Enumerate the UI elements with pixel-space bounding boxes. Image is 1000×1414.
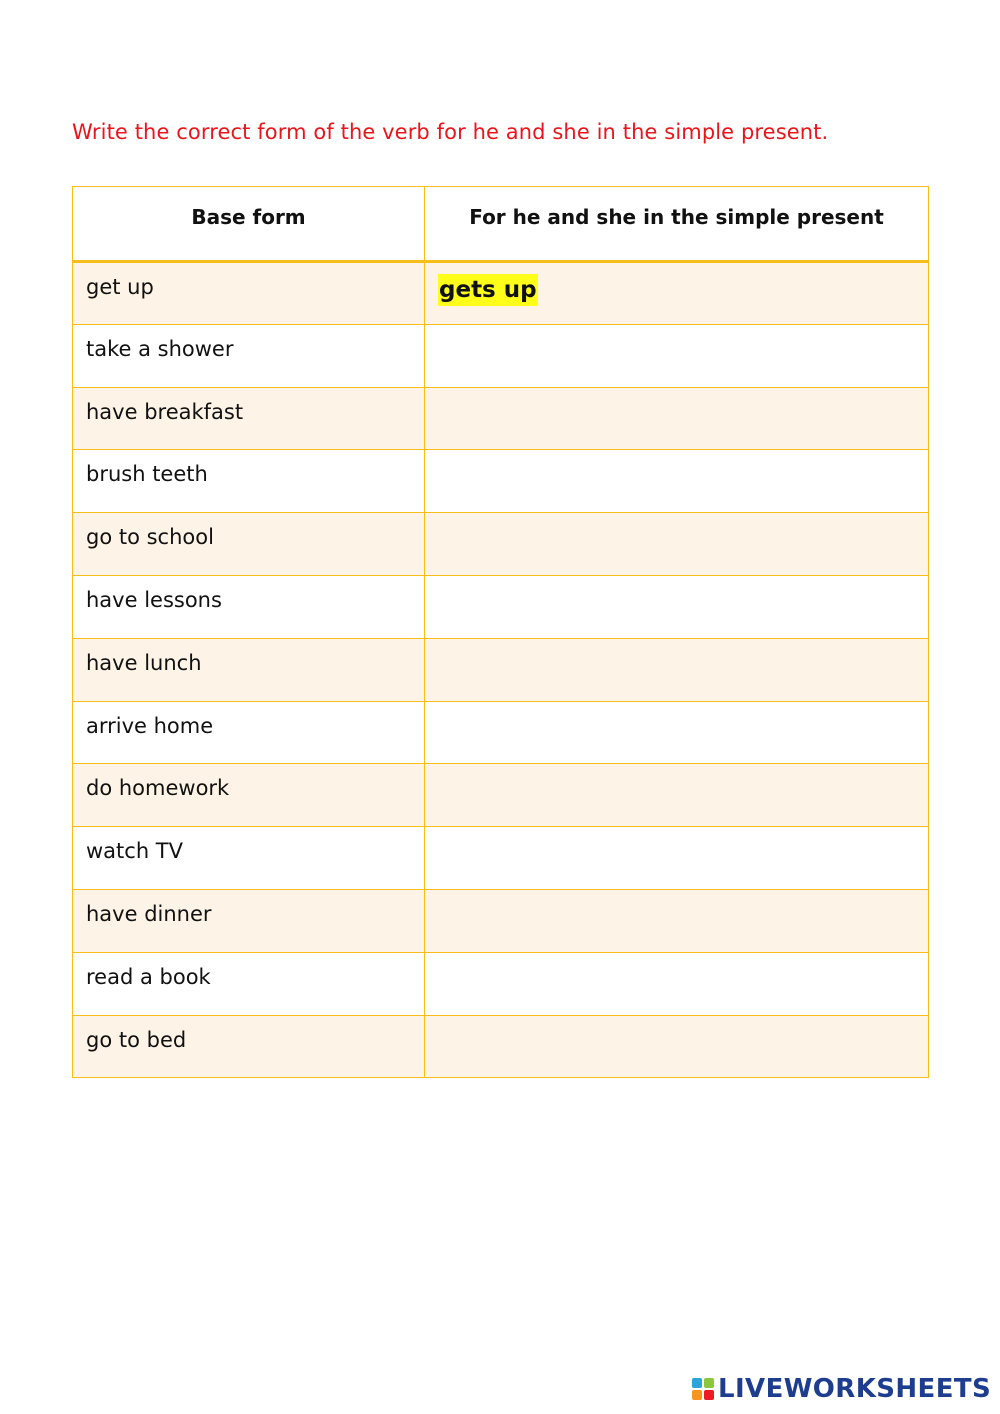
table-row xyxy=(73,450,929,513)
table-row xyxy=(73,262,929,325)
base-form-cell: brush teeth xyxy=(73,450,425,513)
base-form-cell: get up xyxy=(73,262,425,325)
verb-table xyxy=(72,186,929,1078)
answer-cell[interactable] xyxy=(425,324,929,387)
answer-cell[interactable] xyxy=(425,1015,929,1078)
answer-cell[interactable] xyxy=(425,764,929,827)
answer-cell[interactable] xyxy=(425,952,929,1015)
table-row xyxy=(73,827,929,890)
answer-cell[interactable] xyxy=(425,513,929,576)
answer-highlight: gets up xyxy=(438,274,538,306)
instruction-text: Write the correct form of the verb for he and she in the simple present. xyxy=(72,120,829,144)
table-row xyxy=(73,1015,929,1078)
header-row xyxy=(73,187,929,262)
base-form-cell: watch TV xyxy=(73,827,425,890)
answer-cell[interactable] xyxy=(425,827,929,890)
logo-square xyxy=(692,1390,702,1400)
base-form-cell: go to school xyxy=(73,513,425,576)
base-form-cell: do homework xyxy=(73,764,425,827)
logo-wordmark: LIVEWORKSHEETS xyxy=(718,1374,992,1404)
liveworksheets-logo xyxy=(692,1374,991,1404)
table-row xyxy=(73,952,929,1015)
answer-cell[interactable] xyxy=(425,262,929,325)
answer-cell[interactable] xyxy=(425,575,929,638)
answer-cell[interactable] xyxy=(425,701,929,764)
table-row xyxy=(73,638,929,701)
table-row xyxy=(73,575,929,638)
header-simple-present: For he and she in the simple present xyxy=(425,187,929,262)
base-form-cell: read a book xyxy=(73,952,425,1015)
table-row xyxy=(73,764,929,827)
answer-cell[interactable] xyxy=(425,638,929,701)
table-row xyxy=(73,387,929,450)
table-row xyxy=(73,889,929,952)
answer-cell[interactable] xyxy=(425,387,929,450)
logo-square xyxy=(704,1378,714,1388)
logo-mark-icon xyxy=(692,1378,714,1400)
base-form-cell: arrive home xyxy=(73,701,425,764)
base-form-cell: have dinner xyxy=(73,889,425,952)
header-base-form: Base form xyxy=(73,187,425,262)
logo-square xyxy=(704,1390,714,1400)
table-row xyxy=(73,701,929,764)
base-form-cell: go to bed xyxy=(73,1015,425,1078)
base-form-cell: take a shower xyxy=(73,324,425,387)
table-row xyxy=(73,513,929,576)
answer-cell[interactable] xyxy=(425,889,929,952)
base-form-cell: have breakfast xyxy=(73,387,425,450)
base-form-cell: have lessons xyxy=(73,575,425,638)
logo-square xyxy=(692,1378,702,1388)
answer-cell[interactable] xyxy=(425,450,929,513)
base-form-cell: have lunch xyxy=(73,638,425,701)
table-row xyxy=(73,324,929,387)
